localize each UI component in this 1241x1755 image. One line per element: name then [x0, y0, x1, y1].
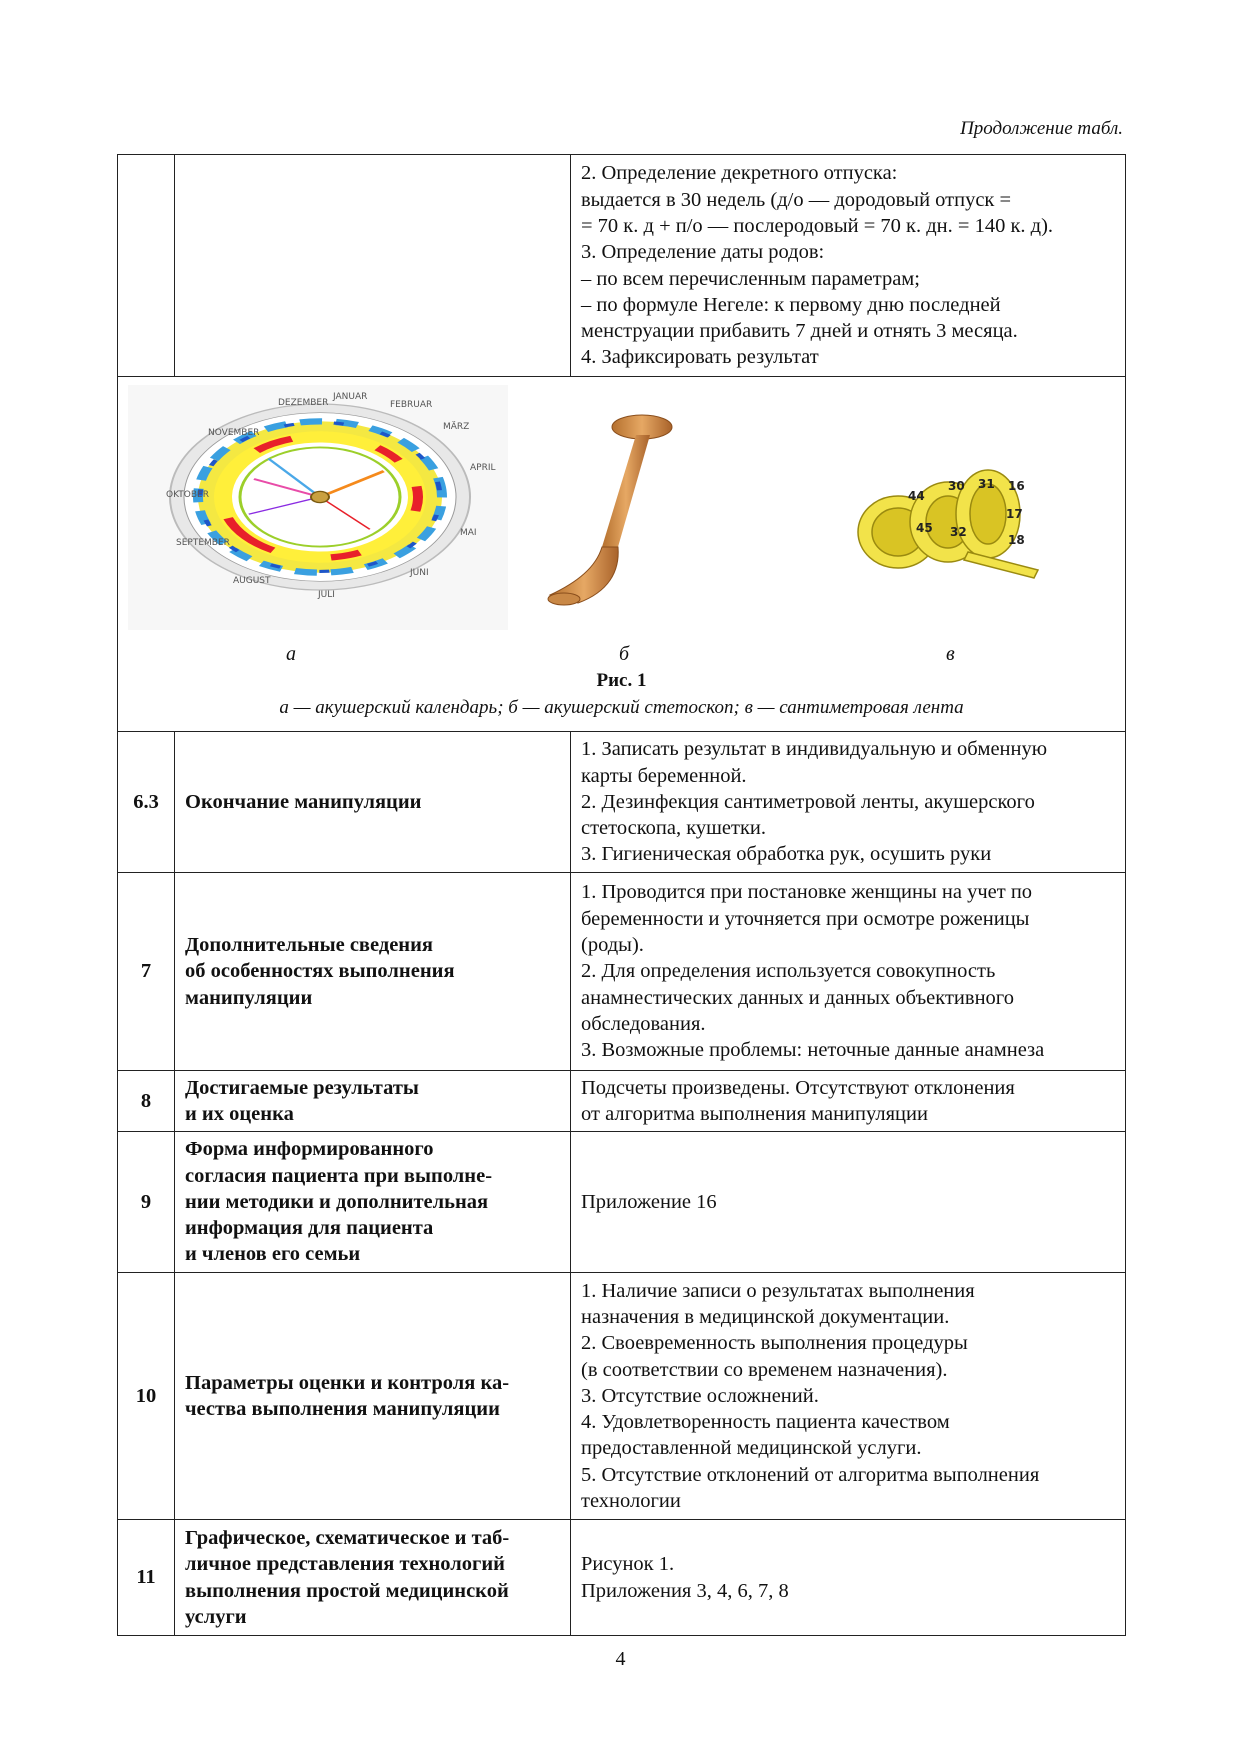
figure-label-b: б: [619, 643, 630, 665]
name-line: личное представления технологий: [185, 1553, 505, 1576]
tape-number: 16: [1008, 479, 1025, 493]
continuation-label: Продолжение табл.: [960, 118, 1123, 139]
row-number-cell: 10: [118, 1273, 175, 1520]
name-line: и их оценка: [185, 1103, 294, 1125]
description-line: Рисунок 1.: [581, 1553, 675, 1576]
description-line: предоставленной медицинской услуги.: [581, 1437, 922, 1460]
name-line: об особенностях выполнения: [185, 960, 455, 983]
description-line: 4. Зафиксировать результат: [581, 346, 819, 369]
page-number: 4: [615, 1648, 626, 1670]
description-line: Приложения 3, 4, 6, 7, 8: [581, 1579, 789, 1602]
obstetric-calendar-image: [128, 385, 508, 630]
row-description-cell: [571, 1520, 1126, 1636]
tape-number: 31: [978, 477, 995, 491]
name-line: чества выполнения манипуляции: [185, 1398, 500, 1420]
name-line: Окончание манипуляции: [185, 790, 422, 813]
row-number-cell: 11: [118, 1520, 175, 1636]
figure-title: Рис. 1: [596, 670, 647, 691]
name-line: Графическое, схематическое и таб-: [185, 1526, 510, 1549]
figure-label-a: а: [286, 643, 296, 665]
tape-number: 18: [1008, 533, 1025, 547]
description-line: 4. Удовлетворенность пациента качеством: [581, 1411, 950, 1434]
description-line: карты беременной.: [581, 764, 747, 787]
figure-cell: [118, 377, 1126, 732]
name-line: и членов его семьи: [185, 1243, 361, 1266]
calendar-month-label: JANUAR: [333, 392, 368, 402]
row-description-cell: [571, 1071, 1126, 1132]
row-description-cell: [571, 1273, 1126, 1520]
figure-caption: а — акушерский календарь; б — акушерский стетоскоп; в — сантиметровая лента: [279, 697, 964, 718]
description-line: 3. Отсутствие осложнений.: [581, 1384, 819, 1407]
name-line: манипуляции: [185, 986, 313, 1009]
row-description-cell: [571, 1132, 1126, 1273]
figure-label-c: в: [946, 643, 955, 665]
table-row: [118, 1520, 1126, 1636]
table-row: [118, 873, 1126, 1071]
description-line: 1. Проводится при постановке женщины на учет по: [581, 881, 1033, 904]
description-line: (роды).: [581, 934, 644, 957]
procedure-table: [117, 154, 1126, 1636]
calendar-month-label: FEBRUAR: [390, 400, 433, 410]
row-description-cell: [571, 155, 1126, 377]
row-name-cell: [175, 1071, 571, 1132]
row-number-cell: [118, 155, 175, 377]
row-name-cell: [175, 1520, 571, 1636]
description-line: Подсчеты произведены. Отсутствуют отклонения: [581, 1076, 1015, 1099]
row-name-cell: [175, 732, 571, 873]
calendar-month-label: JUNI: [410, 568, 429, 578]
description-line: стетоскопа, кушетки.: [581, 817, 767, 840]
description-line: 2. Своевременность выполнения процедуры: [581, 1332, 968, 1355]
calendar-month-label: SEPTEMBER: [176, 538, 230, 548]
row-number-cell: 7: [118, 873, 175, 1071]
description-line: обследования.: [581, 1012, 706, 1035]
row-description-cell: [571, 732, 1126, 873]
description-line: 3. Возможные проблемы: неточные данные анамнеза: [581, 1039, 1045, 1062]
tape-number: 45: [916, 521, 933, 535]
description-line: – по всем перечисленным параметрам;: [581, 267, 920, 290]
calendar-month-label: NOVEMBER: [208, 428, 260, 438]
name-line: Форма информированного: [185, 1138, 434, 1161]
row-name-cell: [175, 873, 571, 1071]
row-number-cell: 6.3: [118, 732, 175, 873]
row-description-cell: [571, 873, 1126, 1071]
table-row: [118, 155, 1126, 377]
description-line: 1. Записать результат в индивидуальную и обменную: [581, 738, 1048, 761]
tape-number: 30: [948, 479, 965, 493]
calendar-month-label: OKTOBER: [166, 490, 209, 500]
name-line: нии методики и дополнительная: [185, 1190, 489, 1213]
table-row: [118, 1071, 1126, 1132]
row-name-cell: [175, 1273, 571, 1520]
description-line: = 70 к. д + п/о — послеродовый = 70 к. дн. = 140 к. д).: [581, 214, 1054, 237]
description-line: (в соответствии со временем назначения).: [581, 1358, 948, 1381]
name-line: выполнения простой медицинской: [185, 1579, 509, 1602]
description-line: анамнестических данных и данных объективного: [581, 986, 1014, 1009]
description-line: беременности и уточняется при осмотре роженицы: [581, 907, 1030, 930]
row-name-cell: [175, 1132, 571, 1273]
figure-row: [118, 377, 1126, 732]
description-line: Приложение 16: [581, 1190, 717, 1213]
table-row: [118, 732, 1126, 873]
description-line: от алгоритма выполнения манипуляции: [581, 1103, 928, 1125]
description-line: 2. Дезинфекция сантиметровой ленты, акушерского: [581, 790, 1035, 813]
description-line: 3. Определение даты родов:: [581, 241, 825, 264]
description-line: 5. Отсутствие отклонений от алгоритма выполнения: [581, 1463, 1040, 1486]
calendar-month-label: JULI: [318, 590, 335, 600]
name-line: услуги: [185, 1605, 247, 1628]
calendar-month-label: MÄRZ: [443, 422, 470, 432]
description-line: выдается в 30 недель (д/о — дородовый отпуск =: [581, 188, 1012, 211]
obstetric-stethoscope-image: [538, 407, 698, 607]
name-line: Параметры оценки и контроля ка-: [185, 1371, 510, 1394]
row-name-cell: [175, 155, 571, 377]
tape-number: 17: [1006, 507, 1023, 521]
description-line: технологии: [581, 1490, 681, 1513]
table-row: [118, 1132, 1126, 1273]
measuring-tape-image: [838, 452, 1058, 582]
row-number-cell: 9: [118, 1132, 175, 1273]
description-line: 1. Наличие записи о результатах выполнения: [581, 1279, 975, 1302]
calendar-month-label: AUGUST: [233, 576, 271, 586]
description-line: 2. Определение декретного отпуска:: [581, 162, 898, 185]
tape-number: 44: [908, 489, 925, 503]
name-line: Дополнительные сведения: [185, 934, 434, 957]
calendar-month-label: MAI: [460, 528, 477, 538]
table-row: [118, 1273, 1126, 1520]
description-line: назначения в медицинской документации.: [581, 1305, 950, 1328]
description-line: 2. Для определения используется совокупность: [581, 960, 996, 983]
description-line: 3. Гигиеническая обработка рук, осушить руки: [581, 843, 992, 866]
row-number-cell: 8: [118, 1071, 175, 1132]
calendar-month-label: APRIL: [470, 463, 496, 473]
name-line: Достигаемые результаты: [185, 1076, 419, 1099]
calendar-month-label: DEZEMBER: [278, 398, 329, 408]
description-line: – по формуле Негеле: к первому дню последней: [581, 293, 1001, 316]
name-line: информация для пациента: [185, 1217, 434, 1240]
name-line: согласия пациента при выполне-: [185, 1164, 493, 1187]
description-line: менструации прибавить 7 дней и отнять 3 месяца.: [581, 320, 1018, 343]
tape-number: 32: [950, 525, 967, 539]
